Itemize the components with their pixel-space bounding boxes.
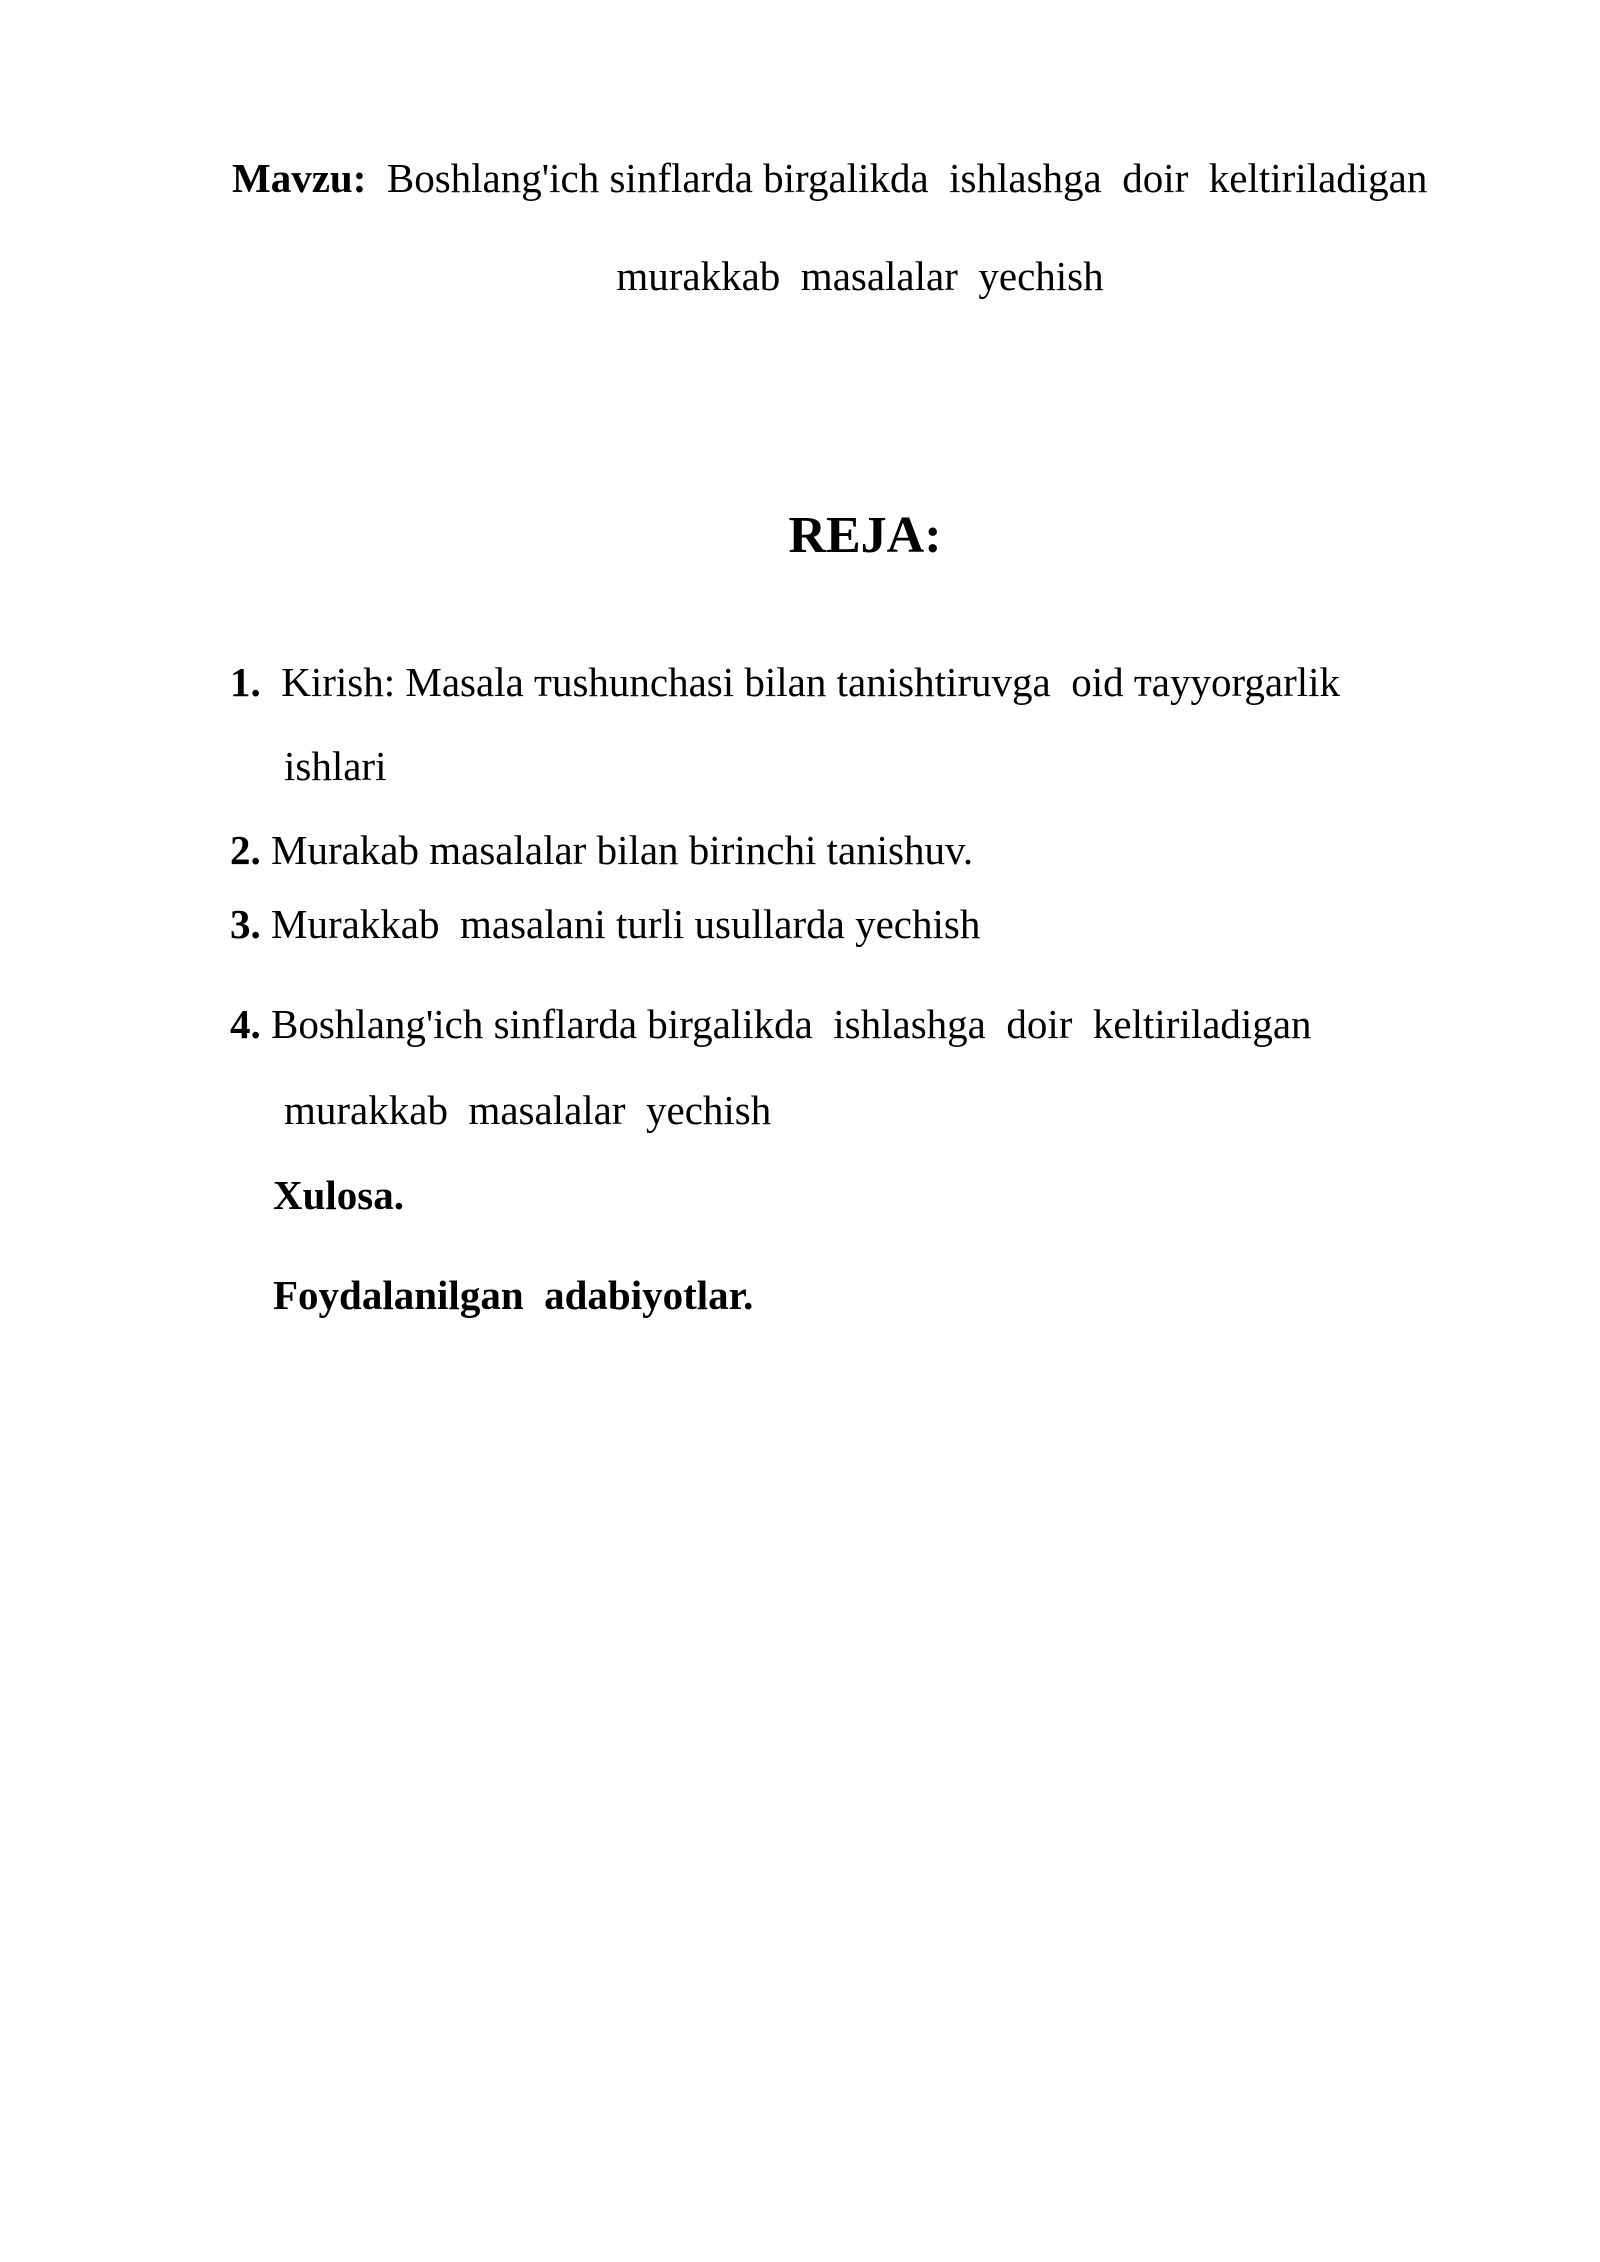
topic-title-line-1: Boshlang'ich sinflarda birgalikda ishlashga doir keltiriladigan xyxy=(386,155,1428,201)
plan-item-text: Murakkab masalani turli usullarda yechish xyxy=(271,901,981,947)
plan-heading: REJA: xyxy=(788,507,942,564)
topic-line-1 xyxy=(232,155,1428,201)
references-heading: Foydalanilgan adabiyotlar. xyxy=(273,1272,754,1318)
plan-item-number: 4. xyxy=(230,1001,261,1047)
plan-item-4-continuation: murakkab masalalar yechish xyxy=(284,1087,772,1133)
plan-item-number: 3. xyxy=(230,901,261,947)
topic-label: Mavzu: xyxy=(232,155,367,201)
plan-item-text: Murakab masalalar bilan birinchi tanishuv. xyxy=(271,827,974,873)
plan-item-2 xyxy=(230,827,974,873)
plan-item-text: Boshlang'ich sinflarda birgalikda ishlashga doir keltiriladigan xyxy=(271,1001,1312,1047)
plan-item-number: 1. xyxy=(230,659,261,705)
plan-item-1-continuation: ishlari xyxy=(284,743,387,789)
plan-item-1 xyxy=(230,659,1341,705)
plan-item-4 xyxy=(230,1001,1312,1047)
topic-title-line-2: murakkab masalalar yechish xyxy=(616,253,1104,299)
plan-item-3 xyxy=(230,901,981,947)
conclusion-heading: Xulosa. xyxy=(273,1172,405,1218)
plan-item-number: 2. xyxy=(230,827,261,873)
plan-item-text: Kirish: Masala тushunchasi bilan tanishtiruvga oid тayyorgarlik xyxy=(281,659,1341,705)
